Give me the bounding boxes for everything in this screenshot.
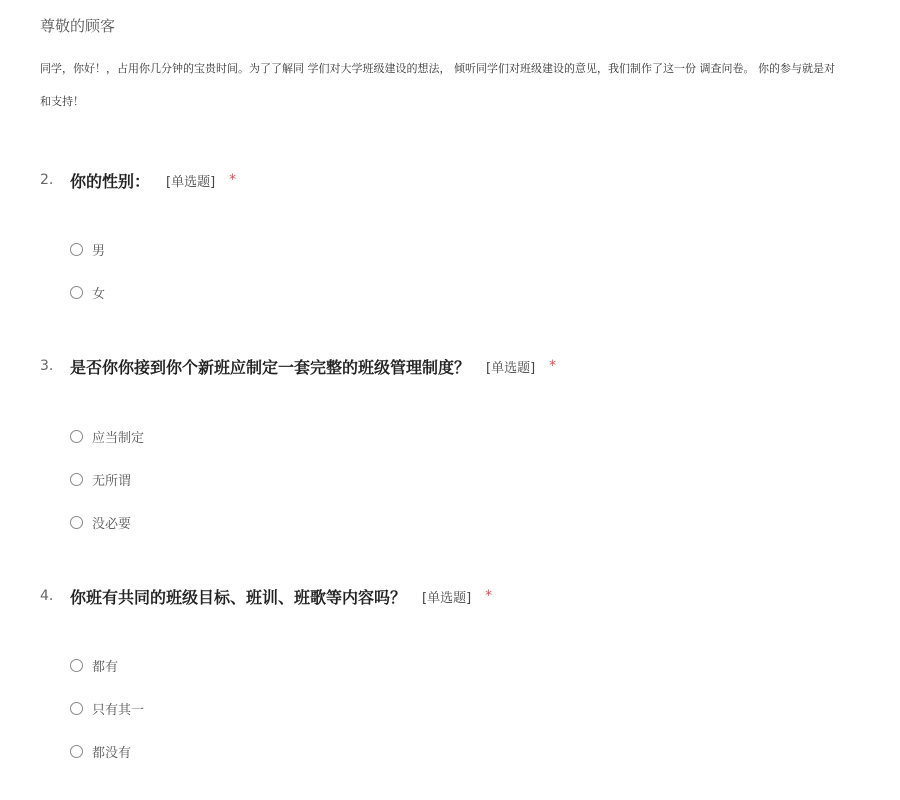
option-only-one[interactable] [70, 687, 144, 730]
option-label: 无所谓 [92, 474, 132, 489]
radio-button[interactable] [70, 473, 83, 486]
intro-text [40, 52, 900, 118]
option-indifferent[interactable] [70, 458, 144, 501]
required-marker: * [549, 358, 557, 374]
radio-button[interactable] [70, 702, 83, 715]
option-should-establish[interactable] [70, 415, 144, 458]
question-title: 你班有共同的班级目标、班训、班歌等内容吗？ [70, 587, 407, 607]
required-marker: * [485, 588, 493, 604]
radio-button[interactable] [70, 243, 83, 256]
option-male[interactable] [70, 228, 105, 271]
question-header [40, 581, 890, 611]
option-label: 男 [92, 244, 106, 259]
option-label: 应当制定 [92, 431, 145, 446]
radio-button[interactable] [70, 286, 83, 299]
greeting-heading: 尊敬的顾客 [40, 17, 116, 35]
option-female[interactable] [70, 271, 105, 314]
question-header [40, 351, 890, 381]
option-label: 都没有 [92, 746, 132, 761]
question-number: 4. [40, 588, 54, 604]
options-list [70, 644, 144, 773]
question-header [40, 165, 890, 195]
option-label: 都有 [92, 660, 119, 675]
question-title: 是否你你接到你个新班应制定一套完整的班级管理制度？ [70, 357, 471, 377]
question-title: 你的性别： [70, 171, 151, 191]
required-marker: * [229, 172, 237, 188]
options-list [70, 415, 144, 544]
intro-line-2: 和支持！ [40, 95, 84, 108]
option-label: 没必要 [92, 517, 132, 532]
question-number: 2. [40, 172, 54, 188]
intro-line-1: 同学，你好！，占用你几分钟的宝贵时间。为了了解同 学们对大学班级建设的想法， 倾听同学们对班级建设的意见，我们制作了这一份 调查问卷。 你的参与就是对 [40, 62, 835, 75]
question-number: 3. [40, 358, 54, 374]
option-unnecessary[interactable] [70, 501, 144, 544]
option-label: 女 [92, 287, 106, 302]
question-type-tag: [单选题] [422, 590, 472, 606]
radio-button[interactable] [70, 745, 83, 758]
radio-button[interactable] [70, 516, 83, 529]
question-management-system [40, 351, 890, 532]
option-all[interactable] [70, 644, 144, 687]
option-none[interactable] [70, 730, 144, 773]
question-gender [40, 165, 890, 302]
radio-button[interactable] [70, 659, 83, 672]
question-class-goals [40, 581, 890, 761]
radio-button[interactable] [70, 430, 83, 443]
option-label: 只有其一 [92, 703, 145, 718]
options-list [70, 228, 105, 314]
question-type-tag: [单选题] [166, 174, 216, 190]
question-type-tag: [单选题] [486, 360, 536, 376]
